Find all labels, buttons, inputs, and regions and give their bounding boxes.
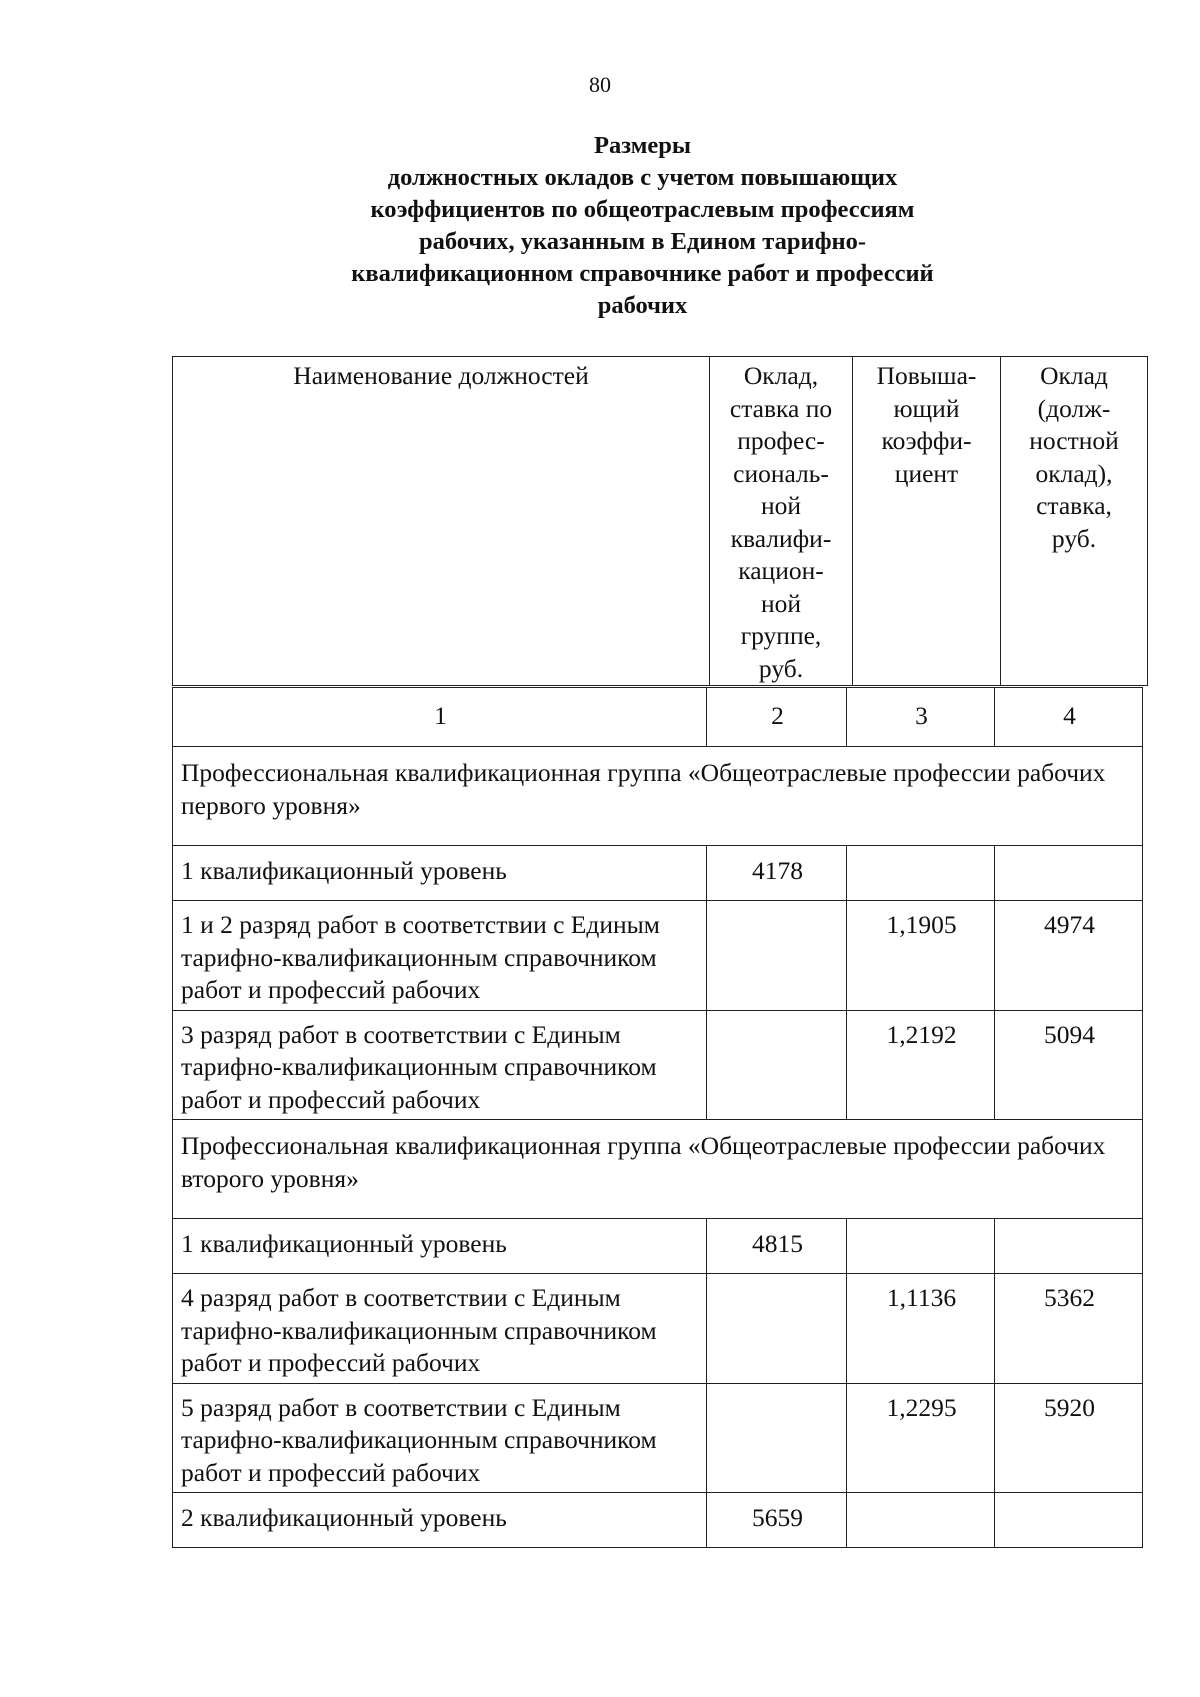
- header-text-line: сиональ-: [733, 458, 829, 488]
- title-line: должностных окладов с учетом повышающих: [387, 164, 898, 191]
- final-salary: [995, 846, 1143, 901]
- table-row: [173, 846, 1143, 901]
- table-row: [173, 1274, 1143, 1384]
- column-number-row: [173, 688, 1143, 747]
- table-row: [173, 1493, 1143, 1548]
- header-text-line: профес-: [737, 426, 825, 455]
- base-salary: 4815: [707, 1219, 847, 1274]
- header-text-line: руб.: [758, 653, 804, 683]
- coefficient: [847, 846, 995, 901]
- final-salary: 4974: [995, 901, 1143, 1011]
- position-name: 5 разряд работ в соответствии с Единым тарифно-квалификационным справочником работ и профессий рабочих: [173, 1383, 707, 1493]
- header-text-line: ностной: [1029, 426, 1119, 455]
- title-line: рабочих: [597, 292, 688, 319]
- final-salary: [995, 1493, 1143, 1548]
- column-number: 3: [847, 688, 995, 747]
- coefficient: 1,2295: [847, 1383, 995, 1493]
- salary-table: [172, 687, 1143, 1548]
- header-text-line: ной: [760, 588, 802, 618]
- header-text-line: руб.: [1051, 523, 1097, 553]
- header-text-line: кацион-: [738, 556, 824, 585]
- base-salary: 5659: [707, 1493, 847, 1548]
- header-text-line: Оклад,: [743, 361, 819, 390]
- table-row: [173, 901, 1143, 1011]
- header-text-line: ставка,: [1036, 491, 1112, 520]
- table-row: [173, 1383, 1143, 1493]
- header-text-line: ющий: [893, 393, 960, 423]
- group-heading: Профессиональная квалификационная группа «Общеотраслевые профессии рабочих первого уровня»: [173, 747, 1143, 846]
- header-text-line: (долж-: [1037, 393, 1111, 423]
- header-final-salary: [1001, 357, 1148, 686]
- page-number: 80: [589, 72, 611, 97]
- column-number: 4: [995, 688, 1143, 747]
- group-heading-row: [173, 1120, 1143, 1219]
- coefficient: 1,2192: [847, 1010, 995, 1120]
- header-coefficient: [853, 357, 1001, 686]
- header-text-line: ставка по: [729, 393, 833, 423]
- header-text-line: ной: [760, 491, 802, 520]
- coefficient: [847, 1219, 995, 1274]
- column-number: 1: [173, 688, 707, 747]
- base-salary: [707, 1010, 847, 1120]
- coefficient: 1,1136: [847, 1274, 995, 1384]
- base-salary: [707, 901, 847, 1011]
- final-salary: 5362: [995, 1274, 1143, 1384]
- header-text-line: коэффи-: [881, 426, 972, 455]
- header-text-line: группе,: [740, 621, 822, 650]
- position-name: 4 разряд работ в соответствии с Единым тарифно-квалификационным справочником работ и профессий рабочих: [173, 1274, 707, 1384]
- position-name: 2 квалификационный уровень: [173, 1493, 707, 1548]
- header-text-line: циент: [894, 458, 959, 488]
- title-line: Размеры: [593, 132, 692, 159]
- table-header: [172, 356, 1148, 686]
- table-row: [173, 1219, 1143, 1274]
- table-row: [173, 1010, 1143, 1120]
- header-text-line: оклад),: [1035, 458, 1113, 488]
- title-line: коэффициентов по общеотраслевым профессиям: [370, 196, 915, 223]
- title-line: рабочих, указанным в Едином тарифно-: [418, 228, 867, 255]
- position-name: 3 разряд работ в соответствии с Единым тарифно-квалификационным справочником работ и профессий рабочих: [173, 1010, 707, 1120]
- document-title: [250, 130, 1035, 322]
- header-row: [173, 357, 1148, 686]
- coefficient: [847, 1493, 995, 1548]
- base-salary: [707, 1274, 847, 1384]
- position-name: 1 квалификационный уровень: [173, 1219, 707, 1274]
- final-salary: 5920: [995, 1383, 1143, 1493]
- group-heading-row: [173, 747, 1143, 846]
- position-name: 1 квалификационный уровень: [173, 846, 707, 901]
- group-heading: Профессиональная квалификационная группа «Общеотраслевые профессии рабочих второго уровня»: [173, 1120, 1143, 1219]
- column-number: 2: [707, 688, 847, 747]
- header-text-line: Оклад: [1040, 361, 1108, 390]
- header-base-salary: [710, 357, 853, 686]
- header-text-line: Повыша-: [876, 361, 977, 390]
- coefficient: 1,1905: [847, 901, 995, 1011]
- position-name: 1 и 2 разряд работ в соответствии с Единым тарифно-квалификационным справочником работ и профессий рабочих: [173, 901, 707, 1011]
- header-text-line: квалифи-: [730, 523, 832, 553]
- base-salary: [707, 1383, 847, 1493]
- final-salary: [995, 1219, 1143, 1274]
- base-salary: 4178: [707, 846, 847, 901]
- title-line: квалификационном справочнике работ и профессий: [351, 260, 934, 287]
- final-salary: 5094: [995, 1010, 1143, 1120]
- header-position-name: Наименование должностей: [173, 357, 710, 686]
